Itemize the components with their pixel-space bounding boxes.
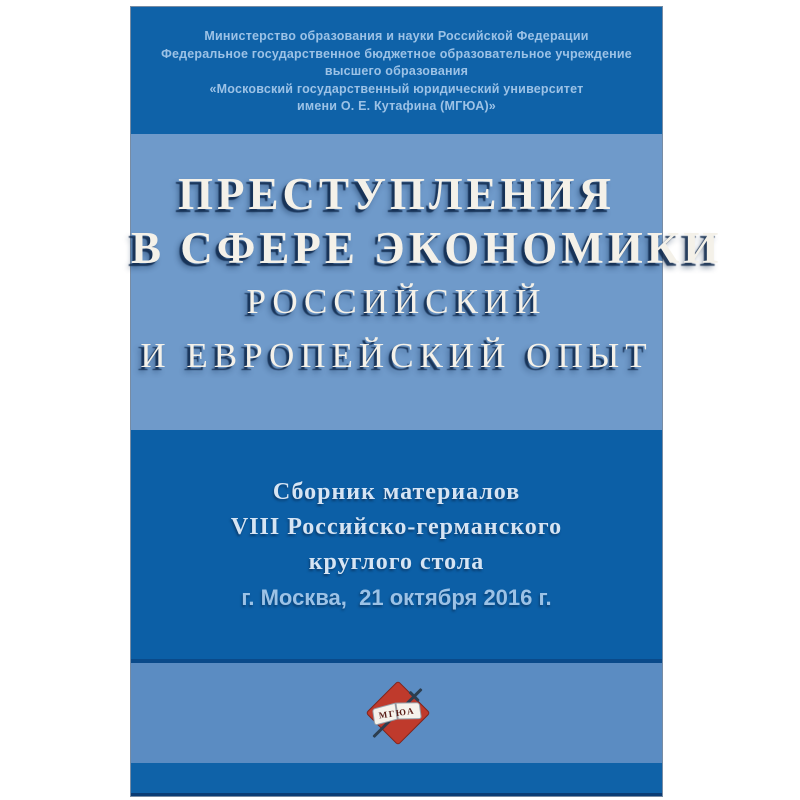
mgua-emblem-icon (365, 681, 429, 745)
publisher-line: высшего образования (324, 64, 469, 78)
collection-line: Сборник материалов (272, 479, 521, 505)
collection-info-band (131, 430, 662, 659)
title-band (131, 134, 723, 430)
logo-band (131, 663, 662, 763)
place-date-line: г. Москва, 21 октября 2016 г. (241, 585, 552, 610)
publisher-line: Министерство образования и науки Российской Федерации (204, 29, 589, 43)
emblem-abbreviation: МГЮА (377, 705, 416, 721)
publisher-line: имени О. Е. Кутафина (МГЮА)» (297, 99, 496, 113)
publisher-line: Федеральное государственное бюджетное образовательное учреждение (161, 46, 632, 61)
collection-line: VIII Российско-германского (230, 514, 563, 540)
publisher-header-band (131, 7, 662, 134)
publisher-line: «Московский государственный юридический университет (209, 81, 584, 96)
book-subtitle-line: И ЕВРОПЕЙСКИЙ ОПЫТ (140, 336, 653, 375)
bottom-band (131, 763, 662, 796)
book-subtitle-line: РОССИЙСКИЙ (246, 282, 547, 321)
book-cover (130, 6, 723, 797)
book-title-line: В СФЕРЕ ЭКОНОМИКИ (131, 223, 723, 273)
book-title-line: ПРЕСТУПЛЕНИЯ (177, 169, 616, 219)
collection-line: круглого стола (308, 549, 485, 575)
